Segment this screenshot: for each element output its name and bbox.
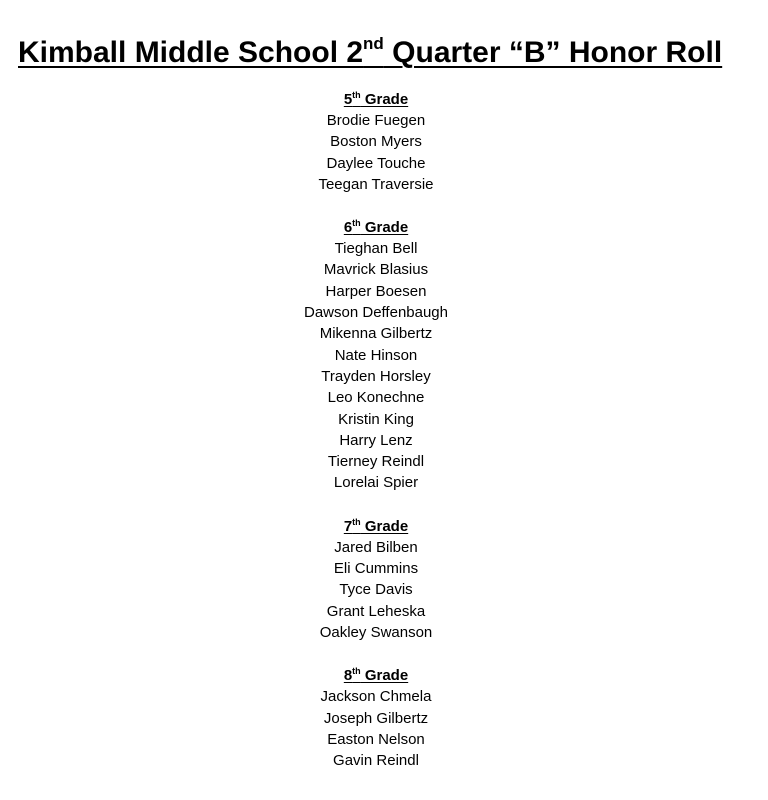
student-list <box>0 238 752 494</box>
student-list <box>0 537 752 643</box>
grade-section-8 <box>0 665 752 771</box>
student-name: Trayden Horsley <box>321 367 431 385</box>
grade-heading: 6th Grade <box>343 218 409 237</box>
student-name: Tieghan Bell <box>334 240 418 258</box>
title-suffix: Quarter “B” Honor Roll <box>383 36 723 69</box>
student-name: Tyce Davis <box>339 581 413 599</box>
grade-heading: 8th Grade <box>343 666 409 685</box>
student-name: Oakley Swanson <box>319 623 433 641</box>
student-name: Lorelai Spier <box>333 474 419 492</box>
grade-section-7 <box>0 516 752 643</box>
student-name: Harry Lenz <box>339 431 413 449</box>
page-title <box>18 36 722 70</box>
honor-roll-list <box>0 89 752 771</box>
student-name: Easton Nelson <box>327 730 425 748</box>
student-name: Eli Cummins <box>333 560 419 578</box>
grade-heading: 5th Grade <box>343 90 409 108</box>
student-name: Mavrick Blasius <box>323 261 429 279</box>
title-ordinal: nd <box>363 34 384 53</box>
student-name: Daylee Touche <box>326 154 426 172</box>
grade-heading: 7th Grade <box>343 516 409 535</box>
student-name: Grant Leheska <box>326 602 426 620</box>
student-list <box>0 686 752 771</box>
student-name: Kristin King <box>338 410 414 428</box>
title-prefix: Kimball Middle School 2 <box>18 36 364 69</box>
student-name: Tierney Reindl <box>327 453 425 471</box>
student-name: Joseph Gilbertz <box>323 709 429 727</box>
student-name: Dawson Deffenbaugh <box>304 304 448 322</box>
student-name: Jackson Chmela <box>320 688 432 706</box>
student-name: Brodie Fuegen <box>326 112 426 129</box>
student-name: Teegan Traversie <box>318 175 434 193</box>
student-name: Nate Hinson <box>334 346 418 364</box>
grade-section-6 <box>0 217 752 494</box>
student-list <box>0 110 752 195</box>
student-name: Leo Konechne <box>327 389 425 407</box>
student-name: Jared Bilben <box>334 538 418 556</box>
student-name: Boston Myers <box>330 133 422 151</box>
student-name: Mikenna Gilbertz <box>319 325 433 343</box>
student-name: Harper Boesen <box>325 282 427 300</box>
grade-section-5 <box>0 89 752 195</box>
student-name: Gavin Reindl <box>333 752 419 770</box>
